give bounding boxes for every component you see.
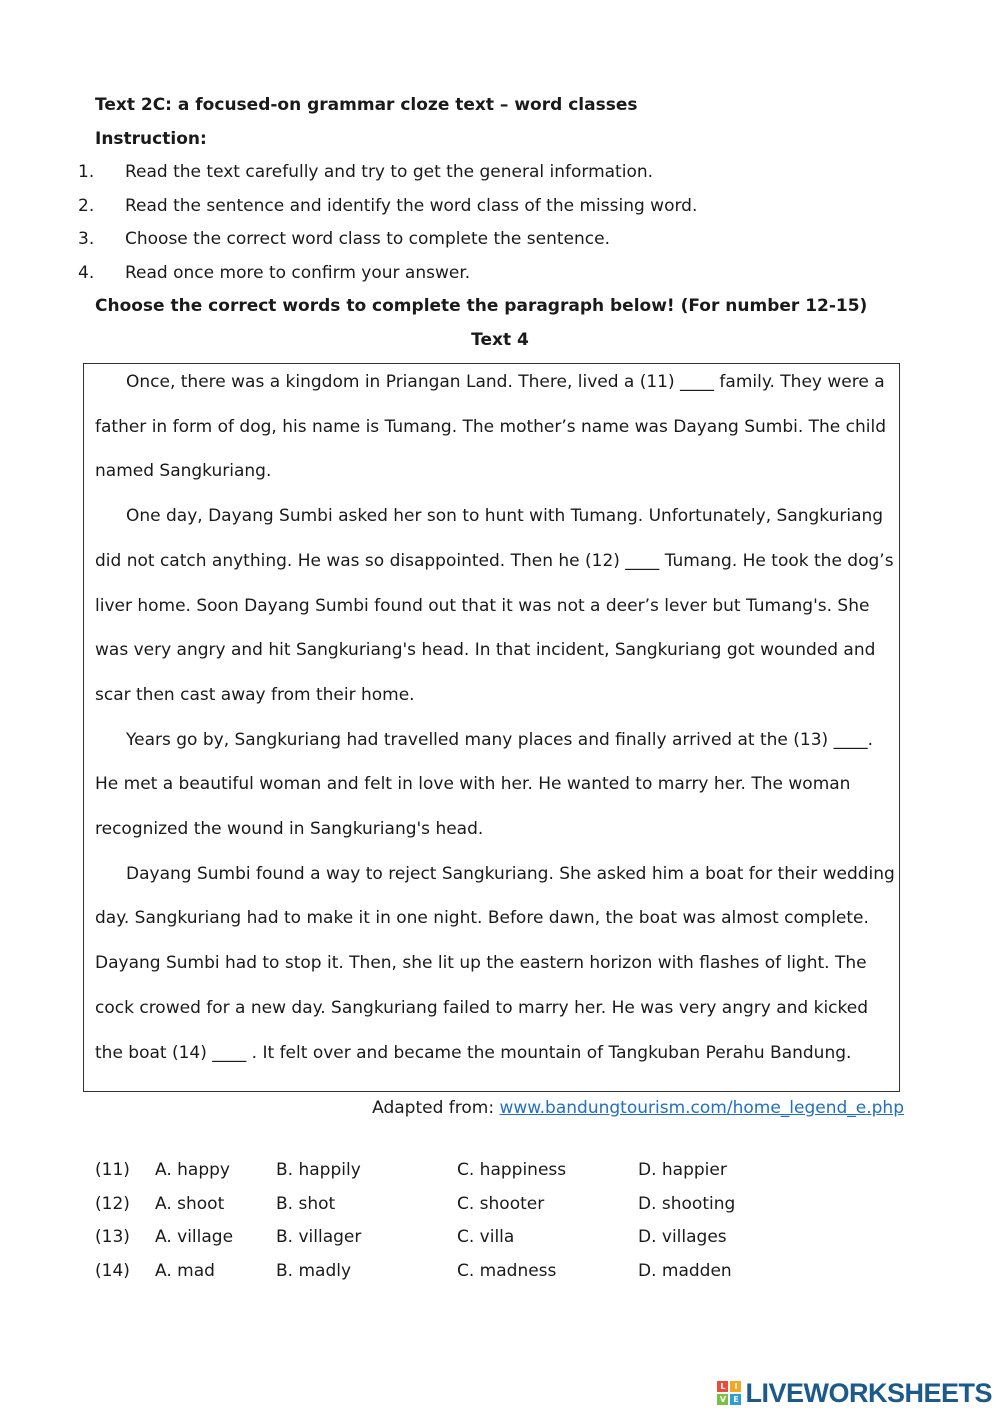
paragraph-1: Once, there was a kingdom in Priangan Land. There, lived a (11) ____ family. They were a father in form of dog, his name is Tumang. The mother’s name was Dayang Sumbi. The child named Sangkuriang. <box>95 372 887 482</box>
logo-block: L <box>717 1381 728 1392</box>
option-row <box>95 1160 795 1194</box>
option-row <box>95 1194 795 1228</box>
logo-block: E <box>730 1394 741 1405</box>
option-row <box>95 1261 795 1295</box>
option-d[interactable]: D. shooting <box>638 1193 736 1214</box>
option-b[interactable]: B. shot <box>276 1193 336 1214</box>
paragraph-2: One day, Dayang Sumbi asked her son to hunt with Tumang. Unfortunately, Sangkuriang did not catch anything. He was so disappointed. Then he (12) ____ Tumang. He took the dog’s liver home. Soon Dayang Sumbi found out that it was not a deer’s lever but Tumang's. She was very angry and hit Sangkuriang's head. In that incident, Sangkuriang got wounded and scar then cast away from their home. <box>95 506 894 705</box>
instruction-list <box>78 162 697 296</box>
paragraph-3: Years go by, Sangkuriang had travelled many places and finally arrived at the (13) ____. He met a beautiful woman and felt in love with her. He wanted to marry her. The woman recognized the wound in Sangkuriang's head. <box>95 729 873 840</box>
liveworksheets-logo <box>717 1376 992 1410</box>
answer-options <box>95 1160 795 1294</box>
worksheet-title: Text 2C: a focused-on grammar cloze text – word classes <box>95 95 638 115</box>
source-link[interactable]: www.bandungtourism.com/home_legend_e.php <box>499 1098 904 1118</box>
question-number: (12) <box>95 1193 130 1214</box>
instruction-item: 4. Read once more to confirm your answer. <box>78 262 471 283</box>
option-c[interactable]: C. shooter <box>457 1193 545 1214</box>
option-d[interactable]: D. villages <box>638 1227 727 1247</box>
source-credit <box>372 1098 904 1118</box>
option-d[interactable]: D. madden <box>638 1260 732 1281</box>
source-label: Adapted from: <box>372 1098 495 1118</box>
question-number: (11) <box>95 1160 130 1180</box>
option-a[interactable]: A. happy <box>155 1160 230 1180</box>
logo-text: LIVEWORKSHEETS <box>745 1377 992 1408</box>
option-row <box>95 1227 795 1261</box>
logo-block: I <box>730 1381 741 1392</box>
option-a[interactable]: A. shoot <box>155 1193 225 1214</box>
instruction-item: 2. Read the sentence and identify the word class of the missing word. <box>78 195 698 216</box>
question-number: (14) <box>95 1260 130 1281</box>
logo-block: V <box>717 1394 728 1405</box>
option-b[interactable]: B. villager <box>276 1227 362 1247</box>
option-c[interactable]: C. madness <box>457 1260 557 1281</box>
question-number: (13) <box>95 1227 130 1247</box>
option-a[interactable]: A. village <box>155 1227 234 1247</box>
instruction-heading: Instruction: <box>95 129 207 149</box>
instruction-item: 3. Choose the correct word class to complete the sentence. <box>78 229 610 249</box>
option-c[interactable]: C. villa <box>457 1227 515 1247</box>
option-b[interactable]: B. happily <box>276 1160 361 1180</box>
logo-blocks-icon <box>717 1381 741 1405</box>
paragraph-4: Dayang Sumbi found a way to reject Sangkuriang. She asked him a boat for their wedding day. Sangkuriang had to make it in one night. Before dawn, the boat was almost complete. Dayang Sumbi had to stop it. Then, she lit up the eastern horizon with flashes of light. The cock crowed for a new day. Sangkuriang failed to marry her. He was very angry and kicked the boat (14) ____ . It felt over and became the mountain of Tangkuban Perahu Bandung. <box>95 863 895 1063</box>
task-prompt: Choose the correct words to complete the paragraph below! (For number 12-15) <box>95 296 868 316</box>
option-d[interactable]: D. happier <box>638 1160 727 1180</box>
option-b[interactable]: B. madly <box>276 1260 352 1281</box>
text-title: Text 4 <box>471 330 529 350</box>
option-a[interactable]: A. mad <box>155 1260 215 1281</box>
instruction-item: 1. Read the text carefully and try to get the general information. <box>78 162 654 182</box>
option-c[interactable]: C. happiness <box>457 1160 567 1180</box>
passage <box>95 360 895 1075</box>
